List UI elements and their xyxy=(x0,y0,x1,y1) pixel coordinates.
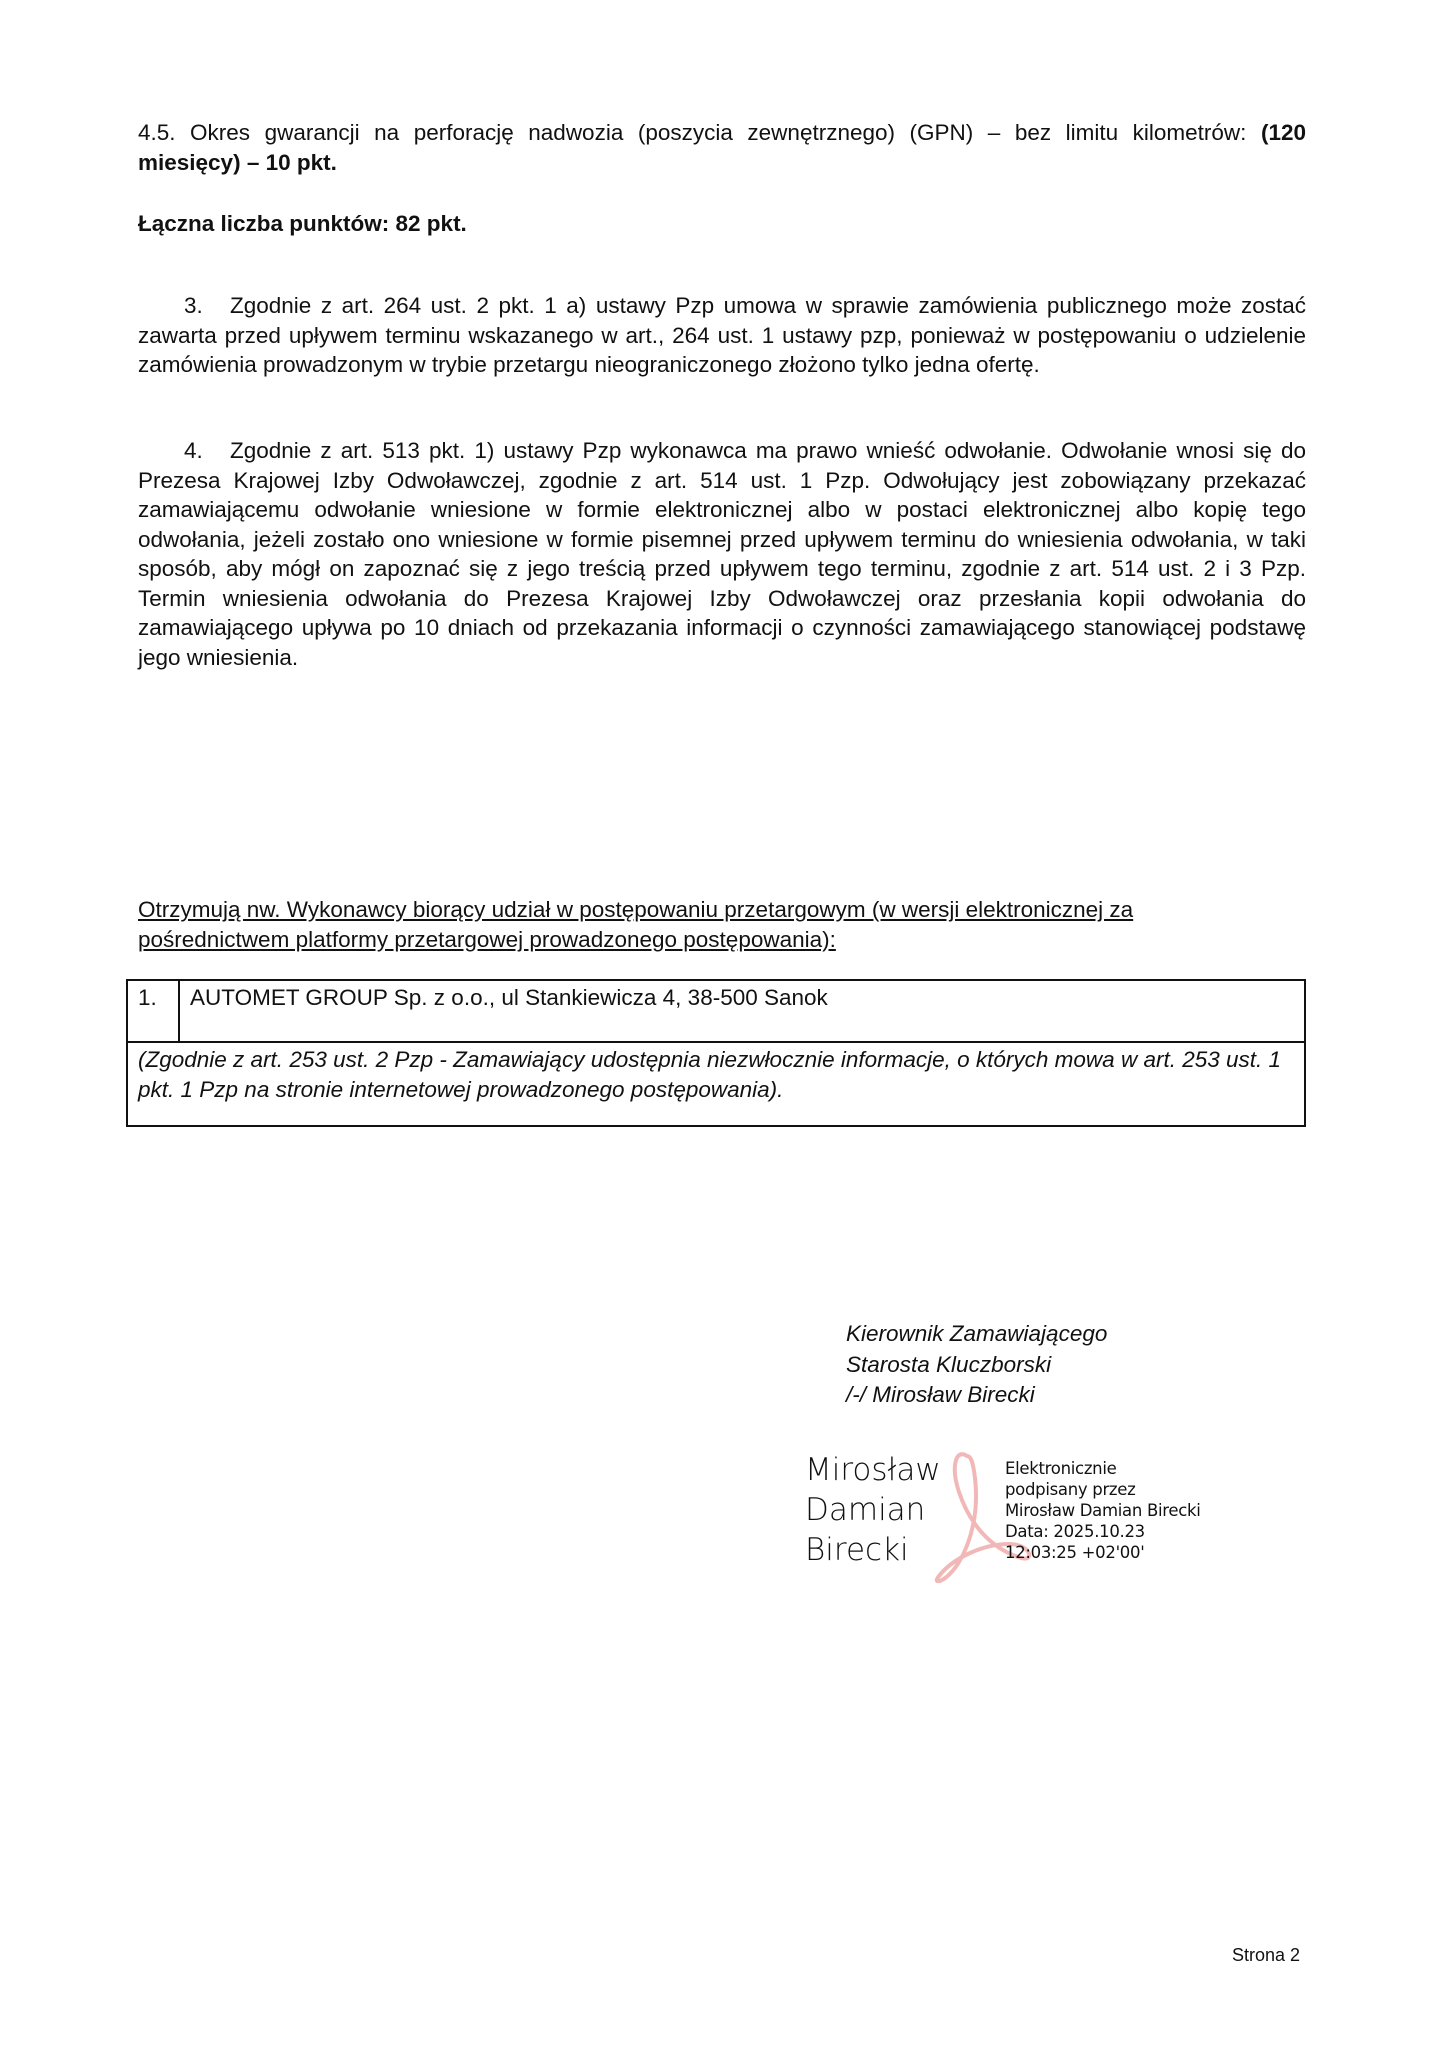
esignature-name xyxy=(805,1450,941,1570)
esignature-first-name: Mirosław xyxy=(805,1452,941,1488)
signatory-title: Starosta Kluczborski xyxy=(846,1351,1052,1377)
section-4 xyxy=(138,436,1306,672)
recipient-index: 1. xyxy=(127,980,179,1042)
esignature-detail-line: podpisany przez xyxy=(1005,1480,1136,1499)
section-4-text: Zgodnie z art. 513 pkt. 1) ustawy Pzp wykonawca ma prawo wnieść odwołanie. Odwołanie wnosi się do Prezesa Krajowej Izby Odwoławczej, zgodnie z art. 514 ust. 1 Pzp. Odwołujący jest zobowiązany przekazać zamawiającemu odwołanie wniesione w formie elektronicznej albo w postaci elektronicznej albo kopię tego odwołania, jeżeli zostało ono wniesione w formie pisemnej przed upływem terminu do wniesienia odwołania, w taki sposób, aby mógł on zapoznać się z jego treścią przed upływem tego terminu, zgodnie z art. 514 ust. 2 i 3 Pzp. Termin wniesienia odwołania do Prezesa Krajowej Izby Odwoławczej oraz przesłania kopii odwołania do zamawiającego upływa po 10 dniach od przekazania informacji o czynności zamawiającego stanowiącej podstawę jego wniesienia. xyxy=(138,438,1306,670)
signatory-block xyxy=(846,1319,1107,1411)
page-number: Strona 2 xyxy=(1232,1945,1301,1965)
esignature-time: 12:03:25 +02'00' xyxy=(1005,1543,1145,1562)
esignature-details xyxy=(1005,1458,1201,1563)
esignature-detail-line: Elektronicznie xyxy=(1005,1459,1117,1478)
table-row xyxy=(127,980,1305,1042)
criterion-4-5-value: (120 miesięcy) – 10 pkt. xyxy=(138,120,1306,175)
signatory-name: /-/ Mirosław Birecki xyxy=(846,1382,1035,1407)
esignature-detail-line: Mirosław Damian Birecki xyxy=(1005,1501,1201,1520)
esignature-middle-name: Damian xyxy=(805,1492,926,1528)
signatory-role: Kierownik Zamawiającego xyxy=(846,1321,1108,1346)
recipient-name: AUTOMET GROUP Sp. z o.o., ul Stankiewicza 4, 38-500 Sanok xyxy=(179,980,1305,1042)
esignature-last-name: Birecki xyxy=(805,1532,909,1568)
recipients-intro: Otrzymują nw. Wykonawcy biorący udział w postępowaniu przetargowym (w wersji elektronicznej za pośrednictwem platformy przetargowej prowadzonego postępowania): xyxy=(138,897,1134,952)
recipients-table xyxy=(126,979,1306,1127)
criterion-4-5-text: 4.5. Okres gwarancji na perforację nadwozia (poszycia zewnętrznego) (GPN) – bez limitu kilometrów: xyxy=(138,120,1261,145)
section-3-text: Zgodnie z art. 264 ust. 2 pkt. 1 a) ustawy Pzp umowa w sprawie zamówienia publicznego może zostać zawarta przed upływem terminu wskazanego w art., 264 ust. 1 ustawy pzp, ponieważ w postępowaniu o udzielenie zamówienia prowadzonym w trybie przetargu nieograniczonego złożono tylko jedna ofertę. xyxy=(138,293,1306,377)
esignature-date: Data: 2025.10.23 xyxy=(1005,1522,1145,1541)
section-3 xyxy=(138,291,1306,380)
total-points: Łączna liczba punktów: 82 pkt. xyxy=(138,211,467,236)
table-row xyxy=(127,1042,1305,1126)
recipients-note: (Zgodnie z art. 253 ust. 2 Pzp - Zamawiający udostępnia niezwłocznie informacje, o których mowa w art. 253 ust. 1 pkt. 1 Pzp na stronie internetowej prowadzonego postępowania). xyxy=(127,1042,1305,1126)
section-4-number: 4. xyxy=(184,438,203,463)
criterion-4-5 xyxy=(138,118,1306,177)
section-3-number: 3. xyxy=(184,293,203,318)
